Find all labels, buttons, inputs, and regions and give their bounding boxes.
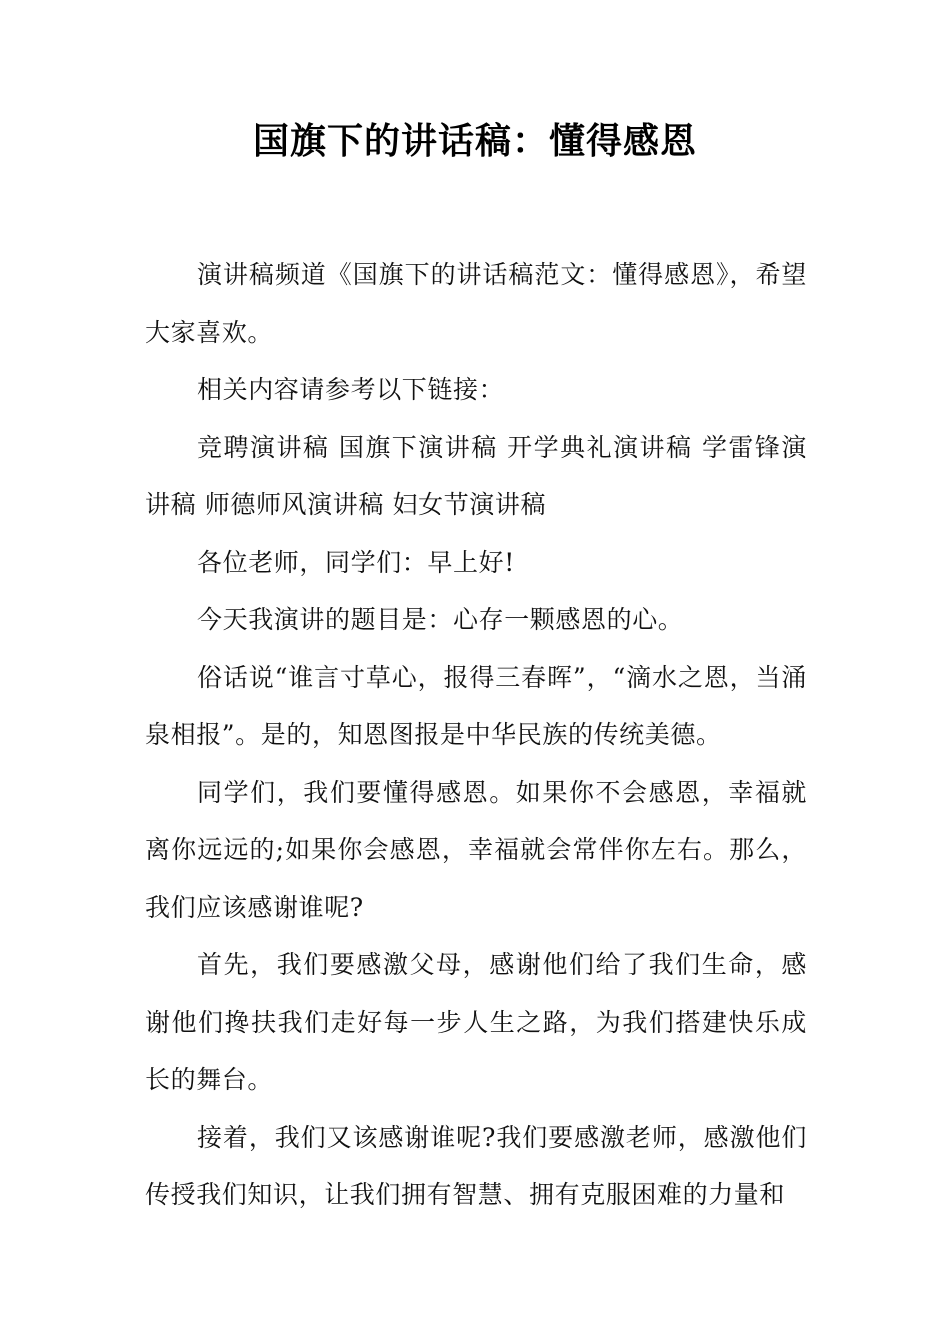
document-title: 国旗下的讲话稿：懂得感恩: [252, 121, 697, 162]
paragraph-links-label: 相关内容请参考以下链接：: [197, 375, 505, 404]
document-body: [145, 246, 807, 1224]
paragraph-parents: 首先，我们要感激父母，感谢他们给了我们生命，感谢他们搀扶我们走好每一步人生之路，为我们搭建快乐成长的舞台。: [145, 950, 807, 1094]
paragraph-teachers: 接着，我们又该感谢谁呢?我们要感激老师，感激他们传授我们知识，让我们拥有智慧、拥有克服困难的力量和: [145, 1122, 807, 1209]
paragraph-greeting: 各位老师，同学们：早上好!: [197, 547, 515, 577]
paragraph-intro: 演讲稿频道《国旗下的讲话稿范文：懂得感恩》，希望大家喜欢。: [145, 260, 807, 347]
paragraph-proverb: 俗话说“谁言寸草心，报得三春晖”，“滴水之恩，当涌泉相报”。是的，知恩图报是中华民族的传统美德。: [145, 662, 807, 749]
paragraph-topic: 今天我演讲的题目是：心存一颗感恩的心。: [197, 605, 684, 634]
paragraph-links: 竞聘演讲稿 国旗下演讲稿 开学典礼演讲稿 学雷锋演讲稿 师德师风演讲稿 妇女节演讲稿: [145, 432, 807, 519]
paragraph-gratitude: 同学们，我们要懂得感恩。如果你不会感恩，幸福就离你远远的;如果你会感恩，幸福就会常伴你左右。那么，我们应该感谢谁呢?: [145, 777, 807, 922]
